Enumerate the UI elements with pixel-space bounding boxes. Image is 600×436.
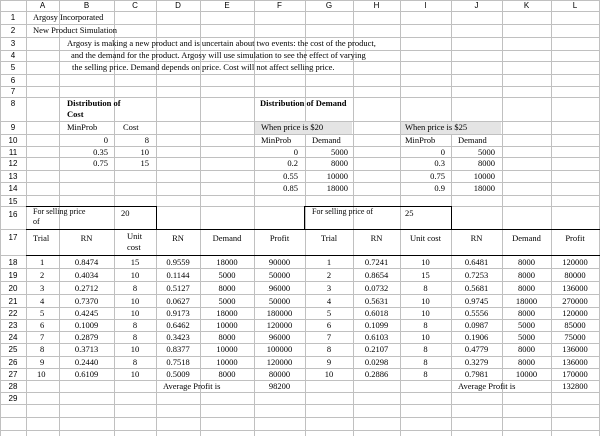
profit-cell[interactable]: 100000 bbox=[266, 344, 293, 354]
row-header[interactable]: 16 bbox=[8, 210, 18, 219]
demand-cell[interactable]: 10000 bbox=[216, 320, 238, 330]
row-header[interactable]: 19 bbox=[8, 271, 18, 280]
rn-cell[interactable]: 0.8474 bbox=[74, 257, 99, 267]
rn-cell[interactable]: 0.5556 bbox=[464, 308, 489, 318]
cost-minprob[interactable]: 0.75 bbox=[93, 158, 108, 168]
profit-cell[interactable]: 90000 bbox=[268, 257, 291, 267]
sim-header-rn: RN bbox=[80, 233, 93, 243]
row-header[interactable]: 2 bbox=[10, 26, 16, 35]
unit-cost-cell[interactable]: 10 bbox=[421, 332, 430, 342]
row-header[interactable]: 14 bbox=[8, 184, 18, 193]
trial-cell[interactable]: 4 bbox=[326, 296, 332, 306]
trial-cell[interactable]: 9 bbox=[40, 357, 45, 367]
cost-minprob-header: MinProb bbox=[67, 122, 98, 132]
demand-cell[interactable]: 10000 bbox=[515, 369, 538, 379]
unit-cost-cell[interactable]: 10 bbox=[130, 270, 140, 280]
row-header[interactable]: 6 bbox=[10, 76, 16, 85]
company-title: Argosy Incorporated bbox=[33, 12, 104, 22]
price-box-border bbox=[156, 206, 157, 230]
profit-cell[interactable]: 136000 bbox=[562, 344, 588, 354]
avg-profit-value[interactable]: 132800 bbox=[562, 381, 588, 391]
trial-cell[interactable]: 1 bbox=[40, 257, 45, 267]
profit-cell[interactable]: 50000 bbox=[268, 296, 291, 306]
demand-cell[interactable]: 8000 bbox=[218, 332, 236, 342]
column-header[interactable]: A bbox=[39, 1, 46, 10]
rn-cell[interactable]: 0.7370 bbox=[74, 296, 99, 306]
unit-cost-cell[interactable]: 10 bbox=[130, 369, 140, 379]
price25-label: When price is $25 bbox=[405, 122, 468, 132]
unit-cost-cell[interactable]: 10 bbox=[130, 296, 140, 306]
cost-minprob[interactable]: 0 bbox=[103, 135, 108, 145]
profit-cell[interactable]: 120000 bbox=[266, 357, 293, 367]
column-header[interactable]: K bbox=[523, 1, 530, 10]
rn-cell[interactable]: 0.6462 bbox=[166, 320, 190, 330]
row-header[interactable]: 17 bbox=[8, 233, 18, 242]
demand-cell[interactable]: 18000 bbox=[515, 296, 538, 306]
rn-cell[interactable]: 0.7981 bbox=[464, 369, 489, 379]
row-header[interactable]: 15 bbox=[8, 197, 18, 206]
demand-cell[interactable]: 18000 bbox=[216, 308, 238, 318]
rn-cell[interactable]: 0.4034 bbox=[74, 270, 99, 280]
demand-cell[interactable]: 10000 bbox=[216, 344, 238, 354]
unit-cost-cell[interactable]: 10 bbox=[130, 308, 140, 318]
cost-value[interactable]: 8 bbox=[144, 135, 149, 145]
row-header[interactable]: 11 bbox=[8, 148, 18, 157]
column-header[interactable]: I bbox=[424, 1, 427, 10]
rn-cell[interactable]: 0.8654 bbox=[364, 270, 389, 280]
cost-header: Cost bbox=[123, 122, 139, 132]
trial-cell[interactable]: 7 bbox=[40, 332, 45, 342]
rn-cell[interactable]: 0.2440 bbox=[74, 357, 99, 367]
demand-cell[interactable]: 8000 bbox=[518, 308, 535, 318]
trial-cell[interactable]: 8 bbox=[40, 344, 45, 354]
rn-cell[interactable]: 0.0732 bbox=[364, 283, 389, 293]
demand-20[interactable]: 5000 bbox=[331, 147, 348, 157]
trial-cell[interactable]: 4 bbox=[40, 296, 45, 306]
trial-cell[interactable]: 3 bbox=[326, 283, 332, 293]
rn-cell[interactable]: 0.3423 bbox=[166, 332, 190, 342]
unit-cost-cell[interactable]: 8 bbox=[132, 320, 138, 330]
price-label-left: of bbox=[33, 217, 40, 226]
demand-header: Demand bbox=[458, 135, 487, 145]
demand-20[interactable]: 18000 bbox=[326, 183, 348, 193]
rn-cell[interactable]: 0.7518 bbox=[166, 357, 190, 367]
sim-header-demand: Demand bbox=[512, 233, 541, 243]
description-line: Argosy is making a new product and is uncertain about two events: the cost of the product, bbox=[67, 38, 376, 48]
demand-cell[interactable]: 8000 bbox=[518, 283, 535, 293]
row-header[interactable]: 25 bbox=[8, 345, 18, 354]
rn-cell[interactable]: 0.1009 bbox=[74, 320, 99, 330]
minprob-25[interactable]: 0.3 bbox=[434, 158, 445, 168]
unit-cost-cell[interactable]: 8 bbox=[423, 357, 428, 367]
profit-cell[interactable]: 136000 bbox=[562, 357, 588, 367]
profit-cell[interactable]: 75000 bbox=[564, 332, 586, 342]
demand-20[interactable]: 10000 bbox=[326, 171, 348, 181]
corner-cell[interactable] bbox=[0, 0, 26, 11]
row-header[interactable]: 23 bbox=[8, 321, 18, 330]
rn-cell[interactable]: 0.6103 bbox=[364, 332, 389, 342]
rn-cell[interactable]: 0.8377 bbox=[166, 344, 190, 354]
rn-cell[interactable]: 0.5681 bbox=[464, 283, 489, 293]
price-label-left: For selling price bbox=[33, 207, 86, 216]
sim-header-profit: Profit bbox=[269, 233, 290, 243]
demand-cell[interactable]: 5000 bbox=[518, 320, 535, 330]
rn-cell[interactable]: 0.1099 bbox=[364, 320, 389, 330]
unit-cost-cell[interactable]: 10 bbox=[421, 257, 430, 267]
trial-cell[interactable]: 1 bbox=[326, 257, 332, 267]
demand-cell[interactable]: 8000 bbox=[518, 257, 535, 267]
rn-cell[interactable]: 0.3279 bbox=[464, 357, 489, 367]
subtitle: New Product Simulation bbox=[33, 25, 118, 35]
row-header[interactable]: 20 bbox=[8, 284, 18, 293]
rn-cell[interactable]: 0.4245 bbox=[74, 308, 99, 318]
column-header[interactable]: B bbox=[83, 1, 90, 10]
demand-cell[interactable]: 5000 bbox=[218, 296, 236, 306]
rn-cell[interactable]: 0.5127 bbox=[166, 283, 190, 293]
trial-cell[interactable]: 10 bbox=[324, 369, 334, 379]
price-box-border bbox=[304, 206, 305, 230]
row-header[interactable]: 3 bbox=[10, 39, 16, 48]
demand-cell[interactable]: 8000 bbox=[518, 357, 535, 367]
demand-25[interactable]: 5000 bbox=[478, 147, 495, 157]
unit-cost-cell[interactable]: 10 bbox=[421, 308, 430, 318]
rn-cell[interactable]: 0.0298 bbox=[364, 357, 389, 367]
sim-header-unit-cost: cost bbox=[127, 242, 141, 252]
profit-cell[interactable]: 120000 bbox=[562, 308, 588, 318]
sim-header-demand: Demand bbox=[212, 233, 242, 243]
sim-header-profit: Profit bbox=[565, 233, 585, 243]
avg-profit-label: Average Profit is bbox=[163, 381, 221, 391]
trial-cell[interactable]: 6 bbox=[40, 320, 45, 330]
demand-25[interactable]: 18000 bbox=[473, 183, 495, 193]
trial-cell[interactable]: 6 bbox=[326, 320, 332, 330]
row-header[interactable]: 24 bbox=[8, 333, 18, 342]
rn-cell[interactable]: 0.1144 bbox=[166, 270, 190, 280]
row-header[interactable]: 22 bbox=[8, 309, 18, 318]
row-header[interactable]: 10 bbox=[8, 136, 18, 145]
unit-cost-cell[interactable]: 15 bbox=[130, 257, 140, 267]
minprob-header: MinProb bbox=[261, 135, 292, 145]
sim-header-unit-cost: Unit bbox=[127, 231, 143, 241]
column-header[interactable]: L bbox=[572, 1, 578, 10]
price-box-border bbox=[451, 206, 452, 230]
trial-cell[interactable]: 7 bbox=[326, 332, 332, 342]
rn-cell[interactable]: 0.3713 bbox=[74, 344, 99, 354]
unit-cost-cell[interactable]: 8 bbox=[132, 357, 138, 367]
sim-header-rn: RN bbox=[172, 233, 184, 243]
profit-cell[interactable]: 96000 bbox=[268, 283, 291, 293]
minprob-25[interactable]: 0.75 bbox=[430, 171, 445, 181]
rn-cell[interactable]: 0.4779 bbox=[464, 344, 489, 354]
rn-cell[interactable]: 0.6018 bbox=[364, 308, 389, 318]
rn-cell[interactable]: 0.7241 bbox=[364, 257, 389, 267]
demand-cell[interactable]: 5000 bbox=[218, 270, 236, 280]
rn-cell[interactable]: 0.5009 bbox=[166, 369, 190, 379]
unit-cost-cell[interactable]: 10 bbox=[421, 296, 430, 306]
price20-label: When price is $20 bbox=[261, 122, 324, 132]
profit-cell[interactable]: 80000 bbox=[268, 369, 291, 379]
column-header[interactable]: F bbox=[277, 1, 282, 10]
column-header[interactable]: E bbox=[224, 1, 230, 10]
unit-cost-cell[interactable]: 8 bbox=[423, 344, 428, 354]
rn-cell[interactable]: 0.7253 bbox=[464, 270, 489, 280]
rn-cell[interactable]: 0.1906 bbox=[464, 332, 489, 342]
rn-cell[interactable]: 0.0627 bbox=[166, 296, 190, 306]
price-label-right: For selling price of bbox=[312, 207, 374, 216]
demand-cell[interactable]: 10000 bbox=[216, 357, 238, 367]
minprob-header: MinProb bbox=[405, 135, 436, 145]
profit-cell[interactable]: 85000 bbox=[564, 320, 586, 330]
sim-header-rn: RN bbox=[470, 233, 483, 243]
avg-profit-value[interactable]: 98200 bbox=[268, 381, 291, 391]
profit-cell[interactable]: 270000 bbox=[562, 296, 588, 306]
row-header[interactable]: 4 bbox=[10, 51, 16, 60]
row-header[interactable]: 29 bbox=[8, 394, 18, 403]
price-value-left[interactable]: 20 bbox=[121, 208, 130, 218]
header-row-border bbox=[26, 229, 600, 230]
unit-cost-cell[interactable]: 8 bbox=[423, 283, 428, 293]
rn-cell[interactable]: 0.9173 bbox=[166, 308, 190, 318]
rn-cell[interactable]: 0.5631 bbox=[364, 296, 389, 306]
demand-header: Demand bbox=[312, 135, 341, 145]
rn-cell[interactable]: 0.9559 bbox=[166, 257, 190, 267]
demand-cell[interactable]: 5000 bbox=[518, 332, 535, 342]
sim-header-unit-cost: Unit cost bbox=[410, 233, 441, 243]
rn-cell[interactable]: 0.6481 bbox=[464, 257, 489, 267]
demand-20[interactable]: 8000 bbox=[331, 158, 348, 168]
profit-cell[interactable]: 80000 bbox=[564, 270, 586, 280]
profit-cell[interactable]: 120000 bbox=[266, 320, 293, 330]
minprob-20[interactable]: 0 bbox=[293, 147, 298, 157]
sim-header-rn: RN bbox=[370, 233, 383, 243]
minprob-25[interactable]: 0.9 bbox=[434, 183, 445, 193]
demand-cell[interactable]: 8000 bbox=[218, 283, 236, 293]
profit-cell[interactable]: 96000 bbox=[268, 332, 291, 342]
demand-cell[interactable]: 8000 bbox=[518, 270, 535, 280]
unit-cost-cell[interactable]: 8 bbox=[132, 283, 138, 293]
profit-cell[interactable]: 120000 bbox=[562, 257, 588, 267]
row-header[interactable]: 27 bbox=[8, 370, 18, 379]
trial-cell[interactable]: 3 bbox=[40, 283, 45, 293]
trial-cell[interactable]: 5 bbox=[40, 308, 45, 318]
minprob-25[interactable]: 0 bbox=[440, 147, 445, 157]
row-header[interactable]: 1 bbox=[10, 13, 16, 22]
sim-header-trial: Trial bbox=[320, 233, 338, 243]
unit-cost-cell[interactable]: 15 bbox=[421, 270, 430, 280]
cost-value[interactable]: 15 bbox=[140, 158, 149, 168]
unit-cost-cell[interactable]: 10 bbox=[130, 344, 140, 354]
trial-cell[interactable]: 10 bbox=[37, 369, 46, 379]
cost-dist-title: Cost bbox=[67, 109, 84, 119]
trial-cell[interactable]: 2 bbox=[40, 270, 45, 280]
column-header[interactable]: C bbox=[132, 1, 138, 10]
column-header[interactable]: J bbox=[474, 1, 479, 10]
rn-cell[interactable]: 0.2879 bbox=[74, 332, 99, 342]
row-header[interactable]: 8 bbox=[10, 99, 16, 108]
avg-profit-label: Average Profit is bbox=[458, 381, 516, 391]
demand-25[interactable]: 10000 bbox=[473, 171, 495, 181]
row-header[interactable]: 21 bbox=[8, 297, 18, 306]
cost-minprob[interactable]: 0.35 bbox=[93, 147, 108, 157]
trial-cell[interactable]: 2 bbox=[326, 270, 332, 280]
demand-cell[interactable]: 18000 bbox=[216, 257, 238, 267]
row-header[interactable]: 18 bbox=[8, 258, 18, 267]
rn-cell[interactable]: 0.6109 bbox=[74, 369, 99, 379]
rn-cell[interactable]: 0.9745 bbox=[464, 296, 489, 306]
rn-cell[interactable]: 0.2712 bbox=[74, 283, 99, 293]
profit-cell[interactable]: 180000 bbox=[266, 308, 293, 318]
sim-header-trial: Trial bbox=[33, 233, 50, 243]
row-header[interactable]: 7 bbox=[10, 87, 16, 96]
unit-cost-cell[interactable]: 8 bbox=[423, 369, 428, 379]
trial-cell[interactable]: 9 bbox=[326, 357, 332, 367]
demand-cell[interactable]: 8000 bbox=[518, 344, 535, 354]
minprob-20[interactable]: 0.55 bbox=[283, 171, 298, 181]
demand-dist-title: Distribution of Demand bbox=[260, 98, 347, 108]
row-header[interactable]: 13 bbox=[8, 172, 18, 181]
unit-cost-cell[interactable]: 8 bbox=[132, 332, 138, 342]
rn-cell[interactable]: 0.2886 bbox=[364, 369, 389, 379]
cost-value[interactable]: 10 bbox=[140, 147, 149, 157]
trial-cell[interactable]: 8 bbox=[326, 344, 332, 354]
description-line: and the demand for the product. Argosy will use simulation to see the effect of varying bbox=[71, 50, 366, 60]
unit-cost-cell[interactable]: 8 bbox=[423, 320, 428, 330]
row-header[interactable]: 5 bbox=[10, 63, 16, 72]
demand-cell[interactable]: 8000 bbox=[218, 369, 236, 379]
rn-cell[interactable]: 0.0987 bbox=[464, 320, 489, 330]
column-header[interactable]: H bbox=[373, 1, 380, 10]
row-header[interactable]: 26 bbox=[8, 358, 18, 367]
column-header[interactable]: G bbox=[325, 1, 333, 10]
row-header[interactable]: 12 bbox=[8, 159, 18, 168]
minprob-20[interactable]: 0.2 bbox=[287, 158, 298, 168]
profit-cell[interactable]: 170000 bbox=[562, 369, 588, 379]
profit-cell[interactable]: 50000 bbox=[268, 270, 291, 280]
profit-cell[interactable]: 136000 bbox=[562, 283, 588, 293]
cost-dist-title: Distribution of bbox=[67, 98, 121, 108]
row-header[interactable]: 9 bbox=[10, 123, 16, 132]
trial-cell[interactable]: 5 bbox=[326, 308, 332, 318]
description-line: the selling price. Demand depends on price. Cost will not affect selling price. bbox=[72, 62, 335, 72]
minprob-20[interactable]: 0.85 bbox=[283, 183, 298, 193]
demand-25[interactable]: 8000 bbox=[478, 158, 495, 168]
column-header[interactable]: D bbox=[175, 1, 181, 10]
price-value-right[interactable]: 25 bbox=[405, 208, 414, 218]
row-header[interactable]: 28 bbox=[8, 382, 18, 391]
rn-cell[interactable]: 0.2107 bbox=[364, 344, 389, 354]
